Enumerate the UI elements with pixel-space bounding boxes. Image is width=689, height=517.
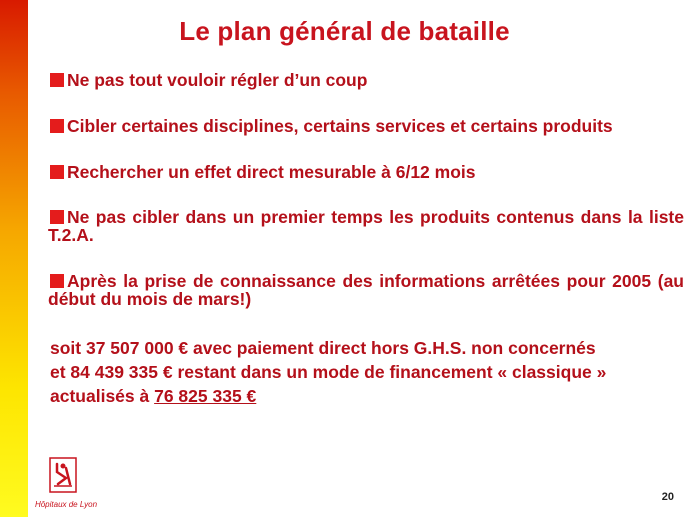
slide-title: Le plan général de bataille xyxy=(179,16,510,46)
bullet-square-icon xyxy=(50,73,64,87)
page-number: 20 xyxy=(661,491,674,503)
bullet-square-icon xyxy=(50,274,64,288)
bullet-text: Après la prise de connaissance des informations arrêtées pour 2005 (au début du mois de mars!) xyxy=(48,271,684,309)
bullet-item xyxy=(48,117,684,135)
bullet-item xyxy=(48,71,684,89)
bullet-square-icon xyxy=(50,119,64,133)
summary-block xyxy=(50,336,680,408)
left-gradient-band xyxy=(0,0,28,517)
bullet-item xyxy=(48,208,684,244)
bullet-square-icon xyxy=(50,210,64,224)
summary-line-1: soit 37 507 000 € avec paiement direct hors G.H.S. non concernés xyxy=(50,338,596,358)
summary-total-amount: 76 825 335 € xyxy=(154,386,257,406)
bullet-text: Ne pas tout vouloir régler d’un coup xyxy=(67,70,368,90)
bullet-item xyxy=(48,272,684,308)
bullet-text: Ne pas cibler dans un premier temps les produits contenus dans la liste T.2.A. xyxy=(48,207,684,245)
bullet-item xyxy=(48,163,684,181)
summary-line-2: et 84 439 335 € restant dans un mode de financement « classique » xyxy=(50,362,607,382)
bullet-text: Cibler certaines disciplines, certains services et certains produits xyxy=(67,116,613,136)
summary-line-3-prefix: actualisés à xyxy=(50,386,155,406)
logo-caption: Hôpitaux de Lyon xyxy=(34,500,98,509)
bullet-square-icon xyxy=(50,165,64,179)
bullet-text: Rechercher un effet direct mesurable à 6/12 mois xyxy=(67,162,476,182)
summary-line-3 xyxy=(50,384,680,408)
